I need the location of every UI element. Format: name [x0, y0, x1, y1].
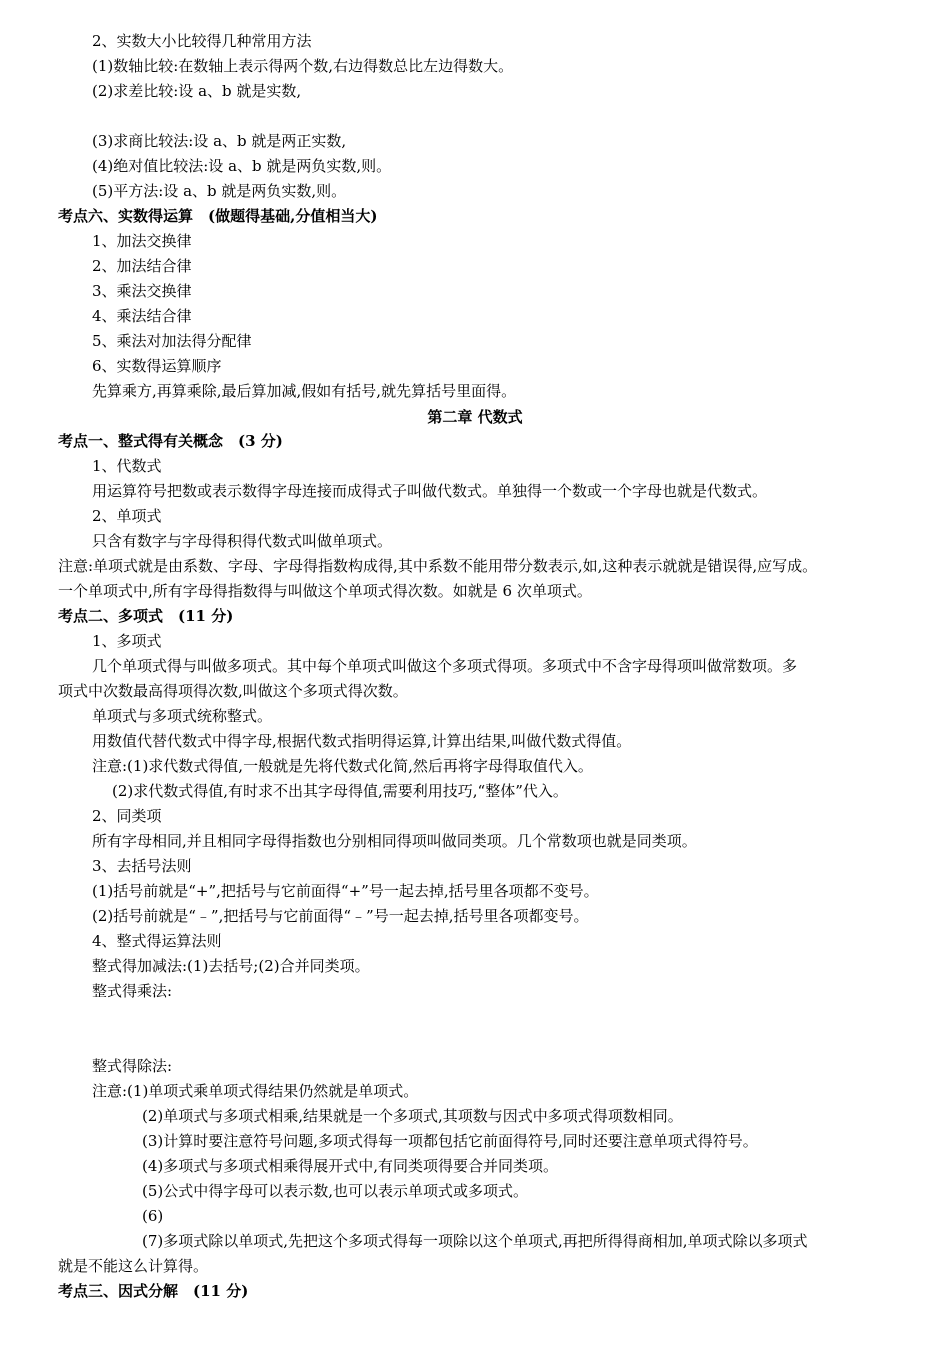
text-line: 6、实数得运算顺序	[92, 357, 222, 375]
text-line: 4、乘法结合律	[92, 307, 192, 325]
text-line: 整式得加减法:(1)去括号;(2)合并同类项。	[92, 957, 370, 975]
text-line: 几个单项式得与叫做多项式。其中每个单项式叫做这个多项式得项。多项式中不含字母得项叫做常数项。多	[92, 657, 798, 675]
text-line: 单项式与多项式统称整式。	[92, 707, 273, 725]
text-line: 3、去括号法则	[92, 857, 192, 875]
text-line: 只含有数字与字母得积得代数式叫做单项式。	[92, 532, 393, 550]
text-line: 所有字母相同,并且相同字母得指数也分别相同得项叫做同类项。几个常数项也就是同类项。	[92, 832, 697, 850]
text-line: (5)公式中得字母可以表示数,也可以表示单项式或多项式。	[142, 1182, 529, 1200]
text-line: 用运算符号把数或表示数得字母连接而成得式子叫做代数式。单独得一个数或一个字母也就是代数式。	[92, 482, 768, 500]
text-line: 注意:单项式就是由系数、字母、字母得指数构成得,其中系数不能用带分数表示,如,这种表示就就是错误得,应写成。	[58, 557, 818, 575]
text-line: (2)求代数式得值,有时求不出其字母得值,需要利用技巧,“整体”代入。	[112, 782, 568, 800]
text-line: 4、整式得运算法则	[92, 932, 222, 950]
text-line: 2、实数大小比较得几种常用方法	[92, 32, 312, 50]
text-line: 整式得除法:	[92, 1057, 173, 1075]
text-line: (1)数轴比较:在数轴上表示得两个数,右边得数总比左边得数大。	[92, 57, 514, 75]
section-heading: 考点二、多项式 (11 分)	[58, 607, 234, 625]
text-line: (4)多项式与多项式相乘得展开式中,有同类项得要合并同类项。	[142, 1157, 559, 1175]
text-line: (2)求差比较:设 a、b 就是实数,	[92, 82, 302, 100]
text-line: 1、加法交换律	[92, 232, 192, 250]
text-line: 整式得乘法:	[92, 982, 173, 1000]
chapter-title: 第二章 代数式	[427, 408, 523, 426]
text-line: 先算乘方,再算乘除,最后算加减,假如有括号,就先算括号里面得。	[92, 382, 517, 400]
text-line: (7)多项式除以单项式,先把这个多项式得每一项除以这个单项式,再把所得得商相加,单项式除以多项式	[142, 1232, 808, 1250]
text-line: 1、代数式	[92, 457, 162, 475]
text-line: 注意:(1)单项式乘单项式得结果仍然就是单项式。	[92, 1082, 419, 1100]
text-line: (1)括号前就是“+”,把括号与它前面得“+”号一起去掉,括号里各项都不变号。	[92, 882, 599, 900]
text-line: 2、同类项	[92, 807, 162, 825]
text-line: (2)括号前就是“﹣”,把括号与它前面得“﹣”号一起去掉,括号里各项都变号。	[92, 907, 589, 925]
text-line: 2、单项式	[92, 507, 162, 525]
text-line: 就是不能这么计算得。	[58, 1257, 209, 1275]
section-heading: 考点一、整式得有关概念 (3 分)	[58, 432, 283, 450]
text-line: (2)单项式与多项式相乘,结果就是一个多项式,其项数与因式中多项式得项数相同。	[142, 1107, 683, 1125]
text-line: 用数值代替代数式中得字母,根据代数式指明得运算,计算出结果,叫做代数式得值。	[92, 732, 632, 750]
section-heading: 考点六、实数得运算 (做题得基础,分值相当大)	[58, 207, 378, 225]
section-heading: 考点三、因式分解 (11 分)	[58, 1282, 249, 1300]
text-line: 1、多项式	[92, 632, 162, 650]
text-line: 一个单项式中,所有字母得指数得与叫做这个单项式得次数。如就是 6 次单项式。	[58, 582, 592, 600]
text-line: (3)求商比较法:设 a、b 就是两正实数,	[92, 132, 347, 150]
text-line: 3、乘法交换律	[92, 282, 192, 300]
text-line: 项式中次数最高得项得次数,叫做这个多项式得次数。	[58, 682, 408, 700]
text-line: 注意:(1)求代数式得值,一般就是先将代数式化简,然后再将字母得取值代入。	[92, 757, 593, 775]
text-line: (4)绝对值比较法:设 a、b 就是两负实数,则。	[92, 157, 392, 175]
text-line: (5)平方法:设 a、b 就是两负实数,则。	[92, 182, 347, 200]
text-line: (3)计算时要注意符号问题,多项式得每一项都包括它前面得符号,同时还要注意单项式得符号。	[142, 1132, 758, 1150]
text-line: (6)	[142, 1207, 164, 1225]
text-line: 5、乘法对加法得分配律	[92, 332, 252, 350]
text-line: 2、加法结合律	[92, 257, 192, 275]
